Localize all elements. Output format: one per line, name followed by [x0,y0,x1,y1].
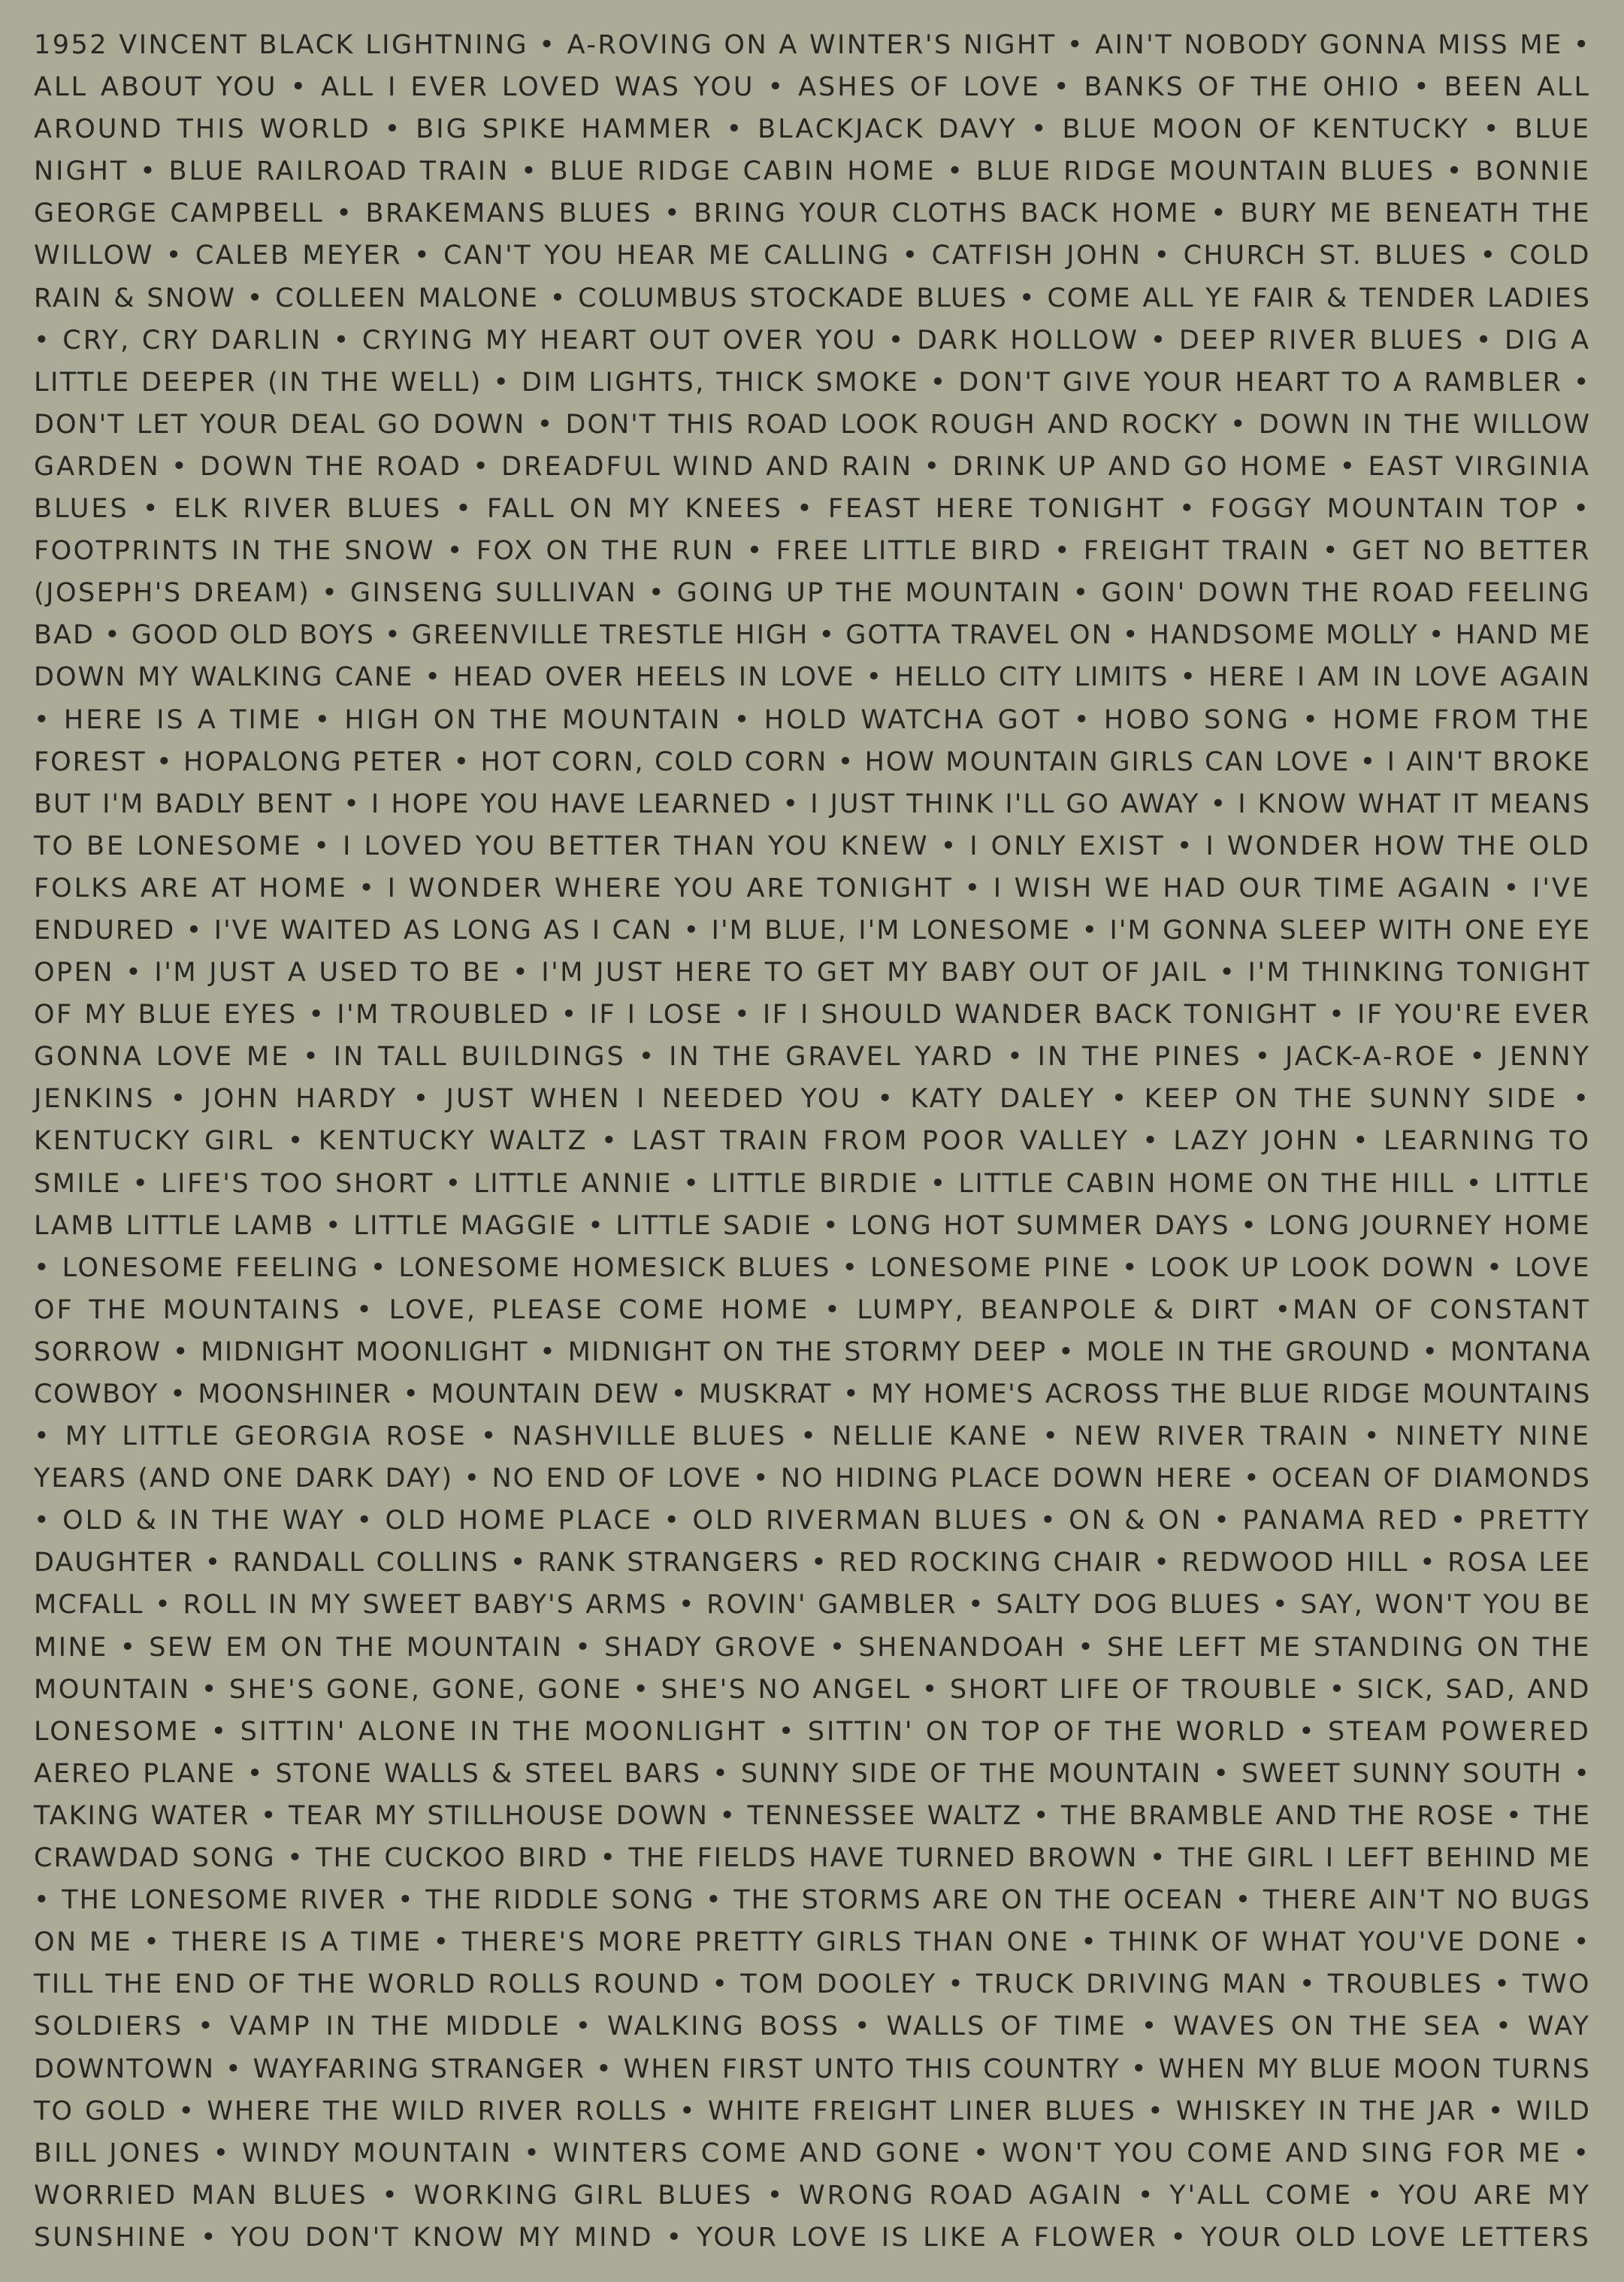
song-title-line: DOWN MY WALKING CANE • HEAD OVER HEELS IN LOVE • HELLO CITY LIMITS • HERE I AM IN LOVE AGAIN [34,662,1591,693]
song-title-line: 1952 VINCENT BLACK LIGHTNING • A-ROVING ON A WINTER'S NIGHT • AIN'T NOBODY GONNA MISS ME • [34,30,1591,60]
song-title-line: ALL ABOUT YOU • ALL I EVER LOVED WAS YOU • ASHES OF LOVE • BANKS OF THE OHIO • BEEN ALL [34,72,1591,103]
song-title-line: TO BE LONESOME • I LOVED YOU BETTER THAN YOU KNEW • I ONLY EXIST • I WONDER HOW THE OLD [34,831,1591,861]
song-title-line: YEARS (AND ONE DARK DAY) • NO END OF LOVE • NO HIDING PLACE DOWN HERE • OCEAN OF DIAMONDS [34,1463,1591,1494]
song-title-line: FOLKS ARE AT HOME • I WONDER WHERE YOU ARE TONIGHT • I WISH WE HAD OUR TIME AGAIN • I'VE [34,873,1591,903]
song-title-line: DON'T LET YOUR DEAL GO DOWN • DON'T THIS ROAD LOOK ROUGH AND ROCKY • DOWN IN THE WILLOW [34,409,1591,440]
song-title-line: BILL JONES • WINDY MOUNTAIN • WINTERS COME AND GONE • WON'T YOU COME AND SING FOR ME • [34,2138,1591,2169]
song-title-line: KENTUCKY GIRL • KENTUCKY WALTZ • LAST TRAIN FROM POOR VALLEY • LAZY JOHN • LEARNING TO [34,1126,1591,1157]
song-title-line: BUT I'M BADLY BENT • I HOPE YOU HAVE LEARNED • I JUST THINK I'LL GO AWAY • I KNOW WHAT IT MEANS [34,788,1591,819]
song-title-line: LITTLE DEEPER (IN THE WELL) • DIM LIGHTS, THICK SMOKE • DON'T GIVE YOUR HEART TO A RAMBLER • [34,367,1591,398]
song-title-line: OF MY BLUE EYES • I'M TROUBLED • IF I LOSE • IF I SHOULD WANDER BACK TONIGHT • IF YOU'RE EVER [34,1000,1591,1031]
song-title-line: • MY LITTLE GEORGIA ROSE • NASHVILLE BLUES • NELLIE KANE • NEW RIVER TRAIN • NINETY NINE [34,1421,1591,1452]
song-title-line: GONNA LOVE ME • IN TALL BUILDINGS • IN THE GRAVEL YARD • IN THE PINES • JACK-A-ROE • JENNY [34,1042,1591,1073]
song-title-line: NIGHT • BLUE RAILROAD TRAIN • BLUE RIDGE CABIN HOME • BLUE RIDGE MOUNTAIN BLUES • BONNIE [34,156,1591,187]
song-title-line: JENKINS • JOHN HARDY • JUST WHEN I NEEDED YOU • KATY DALEY • KEEP ON THE SUNNY SIDE • [34,1084,1591,1115]
song-title-line: DOWNTOWN • WAYFARING STRANGER • WHEN FIRST UNTO THIS COUNTRY • WHEN MY BLUE MOON TURNS [34,2053,1591,2084]
song-title-line: COWBOY • MOONSHINER • MOUNTAIN DEW • MUSKRAT • MY HOME'S ACROSS THE BLUE RIDGE MOUNTAINS [34,1379,1591,1409]
song-title-line: LONESOME • SITTIN' ALONE IN THE MOONLIGHT • SITTIN' ON TOP OF THE WORLD • STEAM POWERED [34,1716,1591,1747]
song-title-list [34,24,1591,2259]
song-title-line: SUNSHINE • YOU DON'T KNOW MY MIND • YOUR LOVE IS LIKE A FLOWER • YOUR OLD LOVE LETTERS [34,2222,1591,2253]
song-title-line: SMILE • LIFE'S TOO SHORT • LITTLE ANNIE • LITTLE BIRDIE • LITTLE CABIN HOME ON THE HILL • LITTLE [34,1168,1591,1199]
song-title-line: ENDURED • I'VE WAITED AS LONG AS I CAN • I'M BLUE, I'M LONESOME • I'M GONNA SLEEP WITH ONE EYE [34,915,1591,946]
song-title-line: AEREO PLANE • STONE WALLS & STEEL BARS • SUNNY SIDE OF THE MOUNTAIN • SWEET SUNNY SOUTH • [34,1758,1591,1789]
song-title-line: WORRIED MAN BLUES • WORKING GIRL BLUES • WRONG ROAD AGAIN • Y'ALL COME • YOU ARE MY [34,2180,1591,2211]
song-title-line: RAIN & SNOW • COLLEEN MALONE • COLUMBUS STOCKADE BLUES • COME ALL YE FAIR & TENDER LADIES [34,283,1591,313]
song-title-line: GARDEN • DOWN THE ROAD • DREADFUL WIND AND RAIN • DRINK UP AND GO HOME • EAST VIRGINIA [34,451,1591,482]
song-title-line: • THE LONESOME RIVER • THE RIDDLE SONG • THE STORMS ARE ON THE OCEAN • THERE AIN'T NO BUGS [34,1885,1591,1916]
song-title-line: TAKING WATER • TEAR MY STILLHOUSE DOWN • TENNESSEE WALTZ • THE BRAMBLE AND THE ROSE • THE [34,1800,1591,1831]
song-title-line: DAUGHTER • RANDALL COLLINS • RANK STRANGERS • RED ROCKING CHAIR • REDWOOD HILL • ROSA LEE [34,1548,1591,1578]
song-title-line: MINE • SEW EM ON THE MOUNTAIN • SHADY GROVE • SHENANDOAH • SHE LEFT ME STANDING ON THE [34,1632,1591,1663]
song-title-line: SORROW • MIDNIGHT MOONLIGHT • MIDNIGHT ON THE STORMY DEEP • MOLE IN THE GROUND • MONTANA [34,1336,1591,1367]
song-title-line: GEORGE CAMPBELL • BRAKEMANS BLUES • BRING YOUR CLOTHS BACK HOME • BURY ME BENEATH THE [34,198,1591,229]
song-title-line: FOREST • HOPALONG PETER • HOT CORN, COLD CORN • HOW MOUNTAIN GIRLS CAN LOVE • I AIN'T BROKE [34,746,1591,777]
song-title-line: LAMB LITTLE LAMB • LITTLE MAGGIE • LITTLE SADIE • LONG HOT SUMMER DAYS • LONG JOURNEY HOME [34,1210,1591,1241]
song-title-line: MOUNTAIN • SHE'S GONE, GONE, GONE • SHE'S NO ANGEL • SHORT LIFE OF TROUBLE • SICK, SAD, AND [34,1674,1591,1705]
song-title-line: ON ME • THERE IS A TIME • THERE'S MORE PRETTY GIRLS THAN ONE • THINK OF WHAT YOU'VE DONE • [34,1927,1591,1958]
song-title-line: TO GOLD • WHERE THE WILD RIVER ROLLS • WHITE FREIGHT LINER BLUES • WHISKEY IN THE JAR • WILD [34,2096,1591,2126]
song-title-line: (JOSEPH'S DREAM) • GINSENG SULLIVAN • GOING UP THE MOUNTAIN • GOIN' DOWN THE ROAD FEELING [34,578,1591,609]
song-title-line: TILL THE END OF THE WORLD ROLLS ROUND • TOM DOOLEY • TRUCK DRIVING MAN • TROUBLES • TWO [34,1969,1591,2000]
song-title-line: BAD • GOOD OLD BOYS • GREENVILLE TRESTLE HIGH • GOTTA TRAVEL ON • HANDSOME MOLLY • HAND ME [34,620,1592,651]
song-title-line: OPEN • I'M JUST A USED TO BE • I'M JUST HERE TO GET MY BABY OUT OF JAIL • I'M THINKING TONIGHT [34,958,1591,988]
song-title-line: OF THE MOUNTAINS • LOVE, PLEASE COME HOME • LUMPY, BEANPOLE & DIRT •MAN OF CONSTANT [34,1294,1591,1325]
song-title-line: AROUND THIS WORLD • BIG SPIKE HAMMER • BLACKJACK DAVY • BLUE MOON OF KENTUCKY • BLUE [34,114,1591,145]
song-title-line: • HERE IS A TIME • HIGH ON THE MOUNTAIN • HOLD WATCHA GOT • HOBO SONG • HOME FROM THE [34,704,1591,735]
song-title-line: BLUES • ELK RIVER BLUES • FALL ON MY KNEES • FEAST HERE TONIGHT • FOGGY MOUNTAIN TOP • [34,494,1591,525]
song-title-line: CRAWDAD SONG • THE CUCKOO BIRD • THE FIELDS HAVE TURNED BROWN • THE GIRL I LEFT BEHIND ME [34,1843,1591,1874]
song-title-line: SOLDIERS • VAMP IN THE MIDDLE • WALKING BOSS • WALLS OF TIME • WAVES ON THE SEA • WAY [34,2011,1591,2042]
song-title-line: MCFALL • ROLL IN MY SWEET BABY'S ARMS • ROVIN' GAMBLER • SALTY DOG BLUES • SAY, WON'T YOU BE [34,1590,1591,1621]
song-title-line: • OLD & IN THE WAY • OLD HOME PLACE • OLD RIVERMAN BLUES • ON & ON • PANAMA RED • PRETTY [34,1506,1591,1536]
song-title-line: FOOTPRINTS IN THE SNOW • FOX ON THE RUN • FREE LITTLE BIRD • FREIGHT TRAIN • GET NO BETTER [34,536,1591,567]
song-title-line: WILLOW • CALEB MEYER • CAN'T YOU HEAR ME CALLING • CATFISH JOHN • CHURCH ST. BLUES • COLD [34,241,1591,271]
song-title-line: • CRY, CRY DARLIN • CRYING MY HEART OUT OVER YOU • DARK HOLLOW • DEEP RIVER BLUES • DIG A [34,325,1591,356]
song-title-line: • LONESOME FEELING • LONESOME HOMESICK BLUES • LONESOME PINE • LOOK UP LOOK DOWN • LOVE [34,1252,1591,1283]
